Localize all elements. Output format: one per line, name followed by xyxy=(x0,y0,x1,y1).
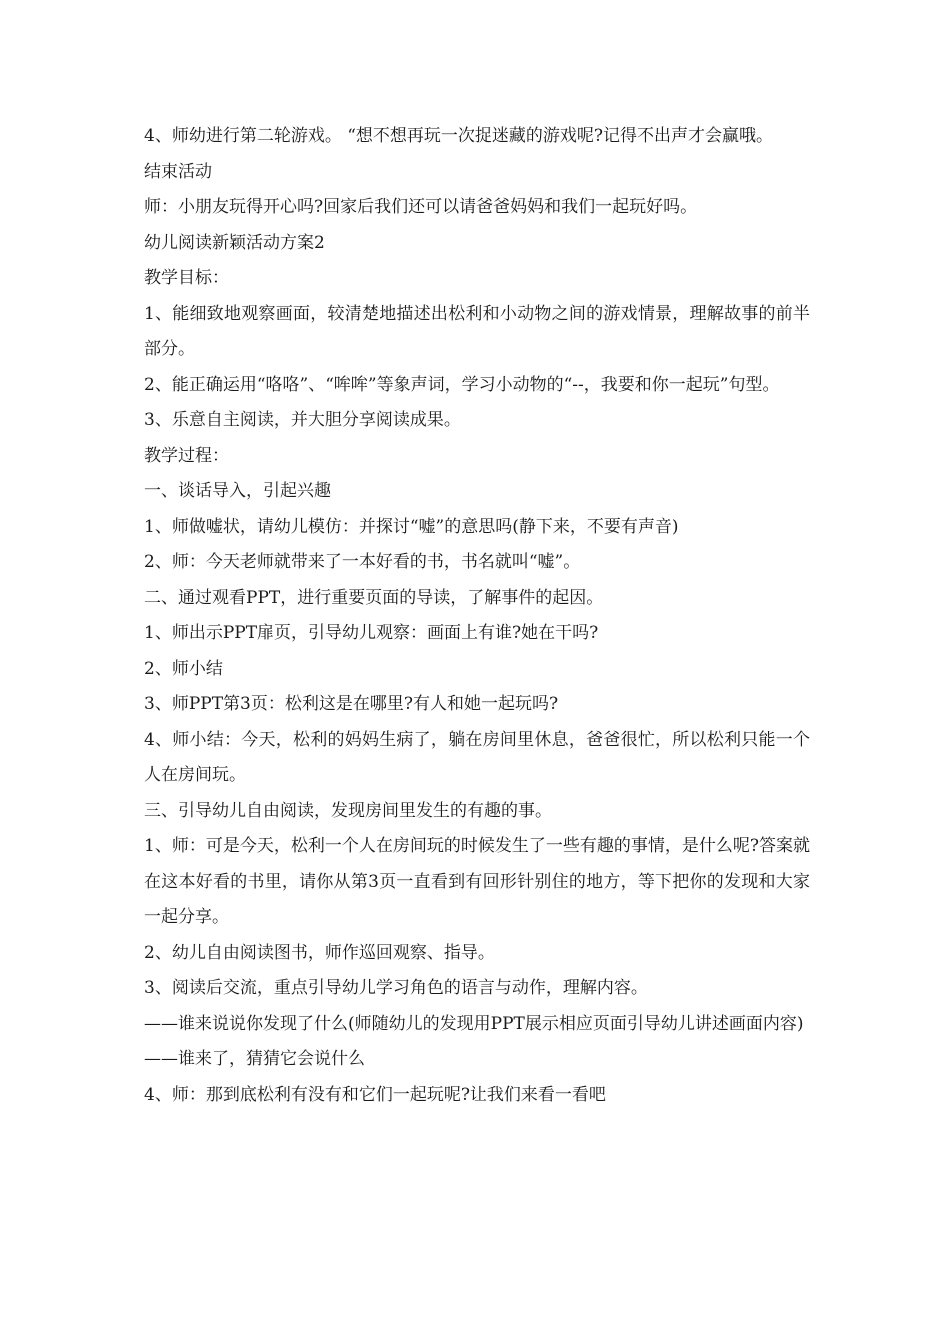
paragraph-step-3-3: 3、阅读后交流，重点引导幼儿学习角色的语言与动作，理解内容。 xyxy=(144,978,648,998)
paragraph-step-2-3: 3、师PPT第3页：松利这是在哪里?有人和她一起玩吗? xyxy=(144,694,559,714)
paragraph-step-1-2: 2、师：今天老师就带来了一本好看的书，书名就叫“嘘”。 xyxy=(144,552,581,572)
paragraph-step-3-4: 4、师：那到底松利有没有和它们一起玩呢?让我们来看一看吧 xyxy=(144,1084,606,1105)
paragraph-step-2-4: 4、师小结：今天，松利的妈妈生病了，躺在房间里休息，爸爸很忙，所以松利只能一个人在房间玩。 xyxy=(144,729,810,785)
section-title-plan-2: 幼儿阅读新颖活动方案2 xyxy=(144,232,325,253)
paragraph-goal-3: 3、乐意自主阅读，并大胆分享阅读成果。 xyxy=(144,410,461,430)
paragraph-game-round-two: 4、师幼进行第二轮游戏。 “想不想再玩一次捉迷藏的游戏呢?记得不出声才会赢哦。 xyxy=(144,126,774,146)
heading-step-1: 一、谈话导入，引起兴趣 xyxy=(144,481,331,501)
heading-step-2: 二、通过观看PPT，进行重要页面的导读，了解事件的起因。 xyxy=(144,587,604,608)
paragraph-step-3-2: 2、幼儿自由阅读图书，师作巡回观察、指导。 xyxy=(144,942,495,963)
heading-teaching-goals: 教学目标： xyxy=(144,268,229,288)
paragraph-teacher-closing: 师：小朋友玩得开心吗?回家后我们还可以请爸爸妈妈和我们一起玩好吗。 xyxy=(144,197,698,217)
document-body xyxy=(144,119,810,1113)
paragraph-end-activity: 结束活动 xyxy=(144,161,212,182)
paragraph-step-3-dash-1: ——谁来说说你发现了什么(师随幼儿的发现用PPT展示相应页面引导幼儿讲述画面内容) xyxy=(144,1013,804,1034)
paragraph-step-2-2: 2、师小结 xyxy=(144,658,223,679)
paragraph-goal-2: 2、能正确运用“咯咯”、“哞哞”等象声词，学习小动物的“--，我要和你一起玩”句型。 xyxy=(144,374,780,395)
heading-teaching-process: 教学过程： xyxy=(144,445,229,466)
paragraph-step-1-1: 1、师做嘘状，请幼儿模仿：并探讨“嘘”的意思吗(静下来，不要有声音) xyxy=(144,516,679,537)
paragraph-step-2-1: 1、师出示PPT扉页，引导幼儿观察：画面上有谁?她在干吗? xyxy=(144,623,599,643)
heading-step-3: 三、引导幼儿自由阅读，发现房间里发生的有趣的事。 xyxy=(144,800,552,821)
paragraph-step-3-dash-2: ——谁来了，猜猜它会说什么 xyxy=(144,1049,365,1069)
paragraph-step-3-1: 1、师：可是今天，松利一个人在房间玩的时候发生了一些有趣的事情，是什么呢?答案就在这本好看的书里，请你从第3页一直看到有回形针别住的地方，等下把你的发现和大家一起分享。 xyxy=(144,836,810,927)
paragraph-goal-1: 1、能细致地观察画面，较清楚地描述出松利和小动物之间的游戏情景，理解故事的前半部分。 xyxy=(144,303,810,359)
